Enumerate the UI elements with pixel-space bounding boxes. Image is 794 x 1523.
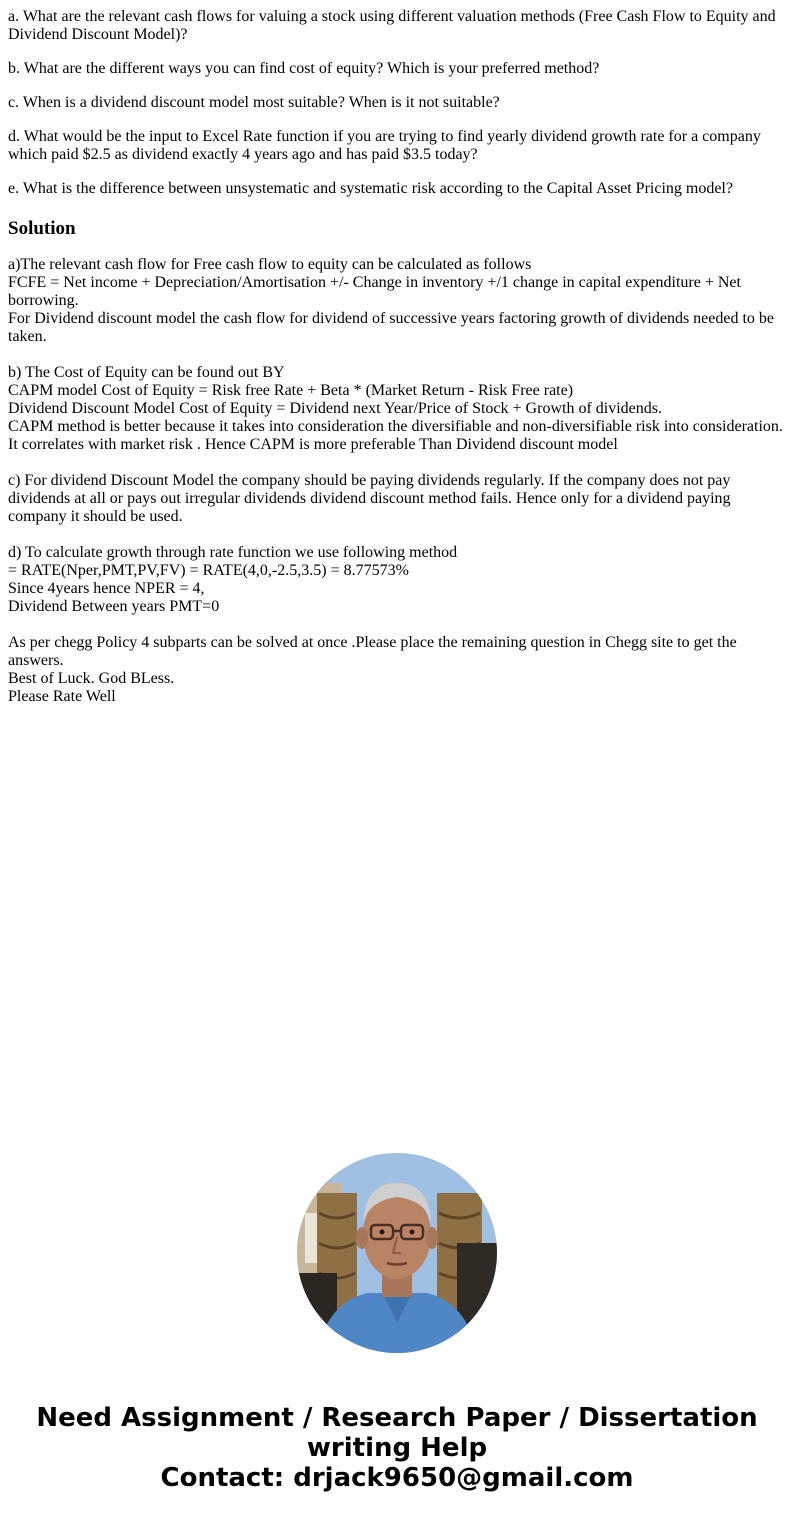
- answer-a: [8, 256, 786, 346]
- question-d: d. What would be the input to Excel Rate function if you are trying to find yearly dividend growth rate for a company which paid $2.5 as dividend exactly 4 years ago and has paid $3.5 today?: [8, 128, 761, 163]
- answer-c: [8, 472, 786, 526]
- footer-contact: [0, 1403, 794, 1493]
- answer-a-line: a)The relevant cash flow for Free cash flow to equity can be calculated as follows: [8, 256, 532, 273]
- question-c: c. When is a dividend discount model most suitable? When is it not suitable?: [8, 94, 500, 111]
- answer-b-line: CAPM model Cost of Equity = Risk free Rate + Beta * (Market Return - Risk Free rate): [8, 382, 574, 399]
- answer-b: [8, 364, 786, 454]
- question-b: b. What are the different ways you can find cost of equity? Which is your preferred method?: [8, 60, 600, 77]
- document-body: [8, 8, 786, 724]
- answer-d-line: Since 4years hence NPER = 4,: [8, 580, 205, 597]
- author-avatar: [297, 1153, 497, 1353]
- answer-c-line: c) For dividend Discount Model the company should be paying dividends regularly. If the company does not pay dividends at all or pays out irregular dividends dividend discount method fails. Hence only for a dividend paying company it should be used.: [8, 472, 731, 525]
- answer-a-line: For Dividend discount model the cash flow for dividend of successive years factoring growth of dividends needed to be taken.: [8, 310, 775, 345]
- author-portrait-image: [297, 1153, 497, 1353]
- answer-b-line: CAPM method is better because it takes into consideration the diversifiable and non-diversifiable risk into consideration. It correlates with market risk . Hence CAPM is more preferable Than Dividend discount model: [8, 418, 783, 453]
- answer-d: [8, 544, 786, 616]
- answer-b-line: b) The Cost of Equity can be found out BY: [8, 364, 285, 381]
- solution-heading: Solution: [8, 218, 76, 239]
- answer-d-line: d) To calculate growth through rate function we use following method: [8, 544, 458, 561]
- footer-line: writing Help: [306, 1433, 488, 1463]
- closing-line: Please Rate Well: [8, 688, 116, 705]
- closing-notes: [8, 634, 786, 706]
- answer-d-line: = RATE(Nper,PMT,PV,FV) = RATE(4,0,-2.5,3.5) = 8.77573%: [8, 562, 409, 579]
- answer-a-line: FCFE = Net income + Depreciation/Amortisation +/- Change in inventory +/1 change in capital expenditure + Net borrowing.: [8, 274, 741, 309]
- question-a: a. What are the relevant cash flows for valuing a stock using different valuation methods (Free Cash Flow to Equity and Dividend Discount Model)?: [8, 8, 776, 43]
- answer-b-line: Dividend Discount Model Cost of Equity = Dividend next Year/Price of Stock + Growth of dividends.: [8, 400, 662, 417]
- question-e: e. What is the difference between unsystematic and systematic risk according to the Capital Asset Pricing model?: [8, 180, 733, 197]
- answer-d-line: Dividend Between years PMT=0: [8, 598, 220, 615]
- closing-line: As per chegg Policy 4 subparts can be solved at once .Please place the remaining question in Chegg site to get the answers.: [8, 634, 737, 669]
- footer-contact-email: Contact: drjack9650@gmail.com: [160, 1463, 634, 1493]
- closing-line: Best of Luck. God BLess.: [8, 670, 175, 687]
- footer-line: Need Assignment / Research Paper / Dissertation: [36, 1403, 758, 1433]
